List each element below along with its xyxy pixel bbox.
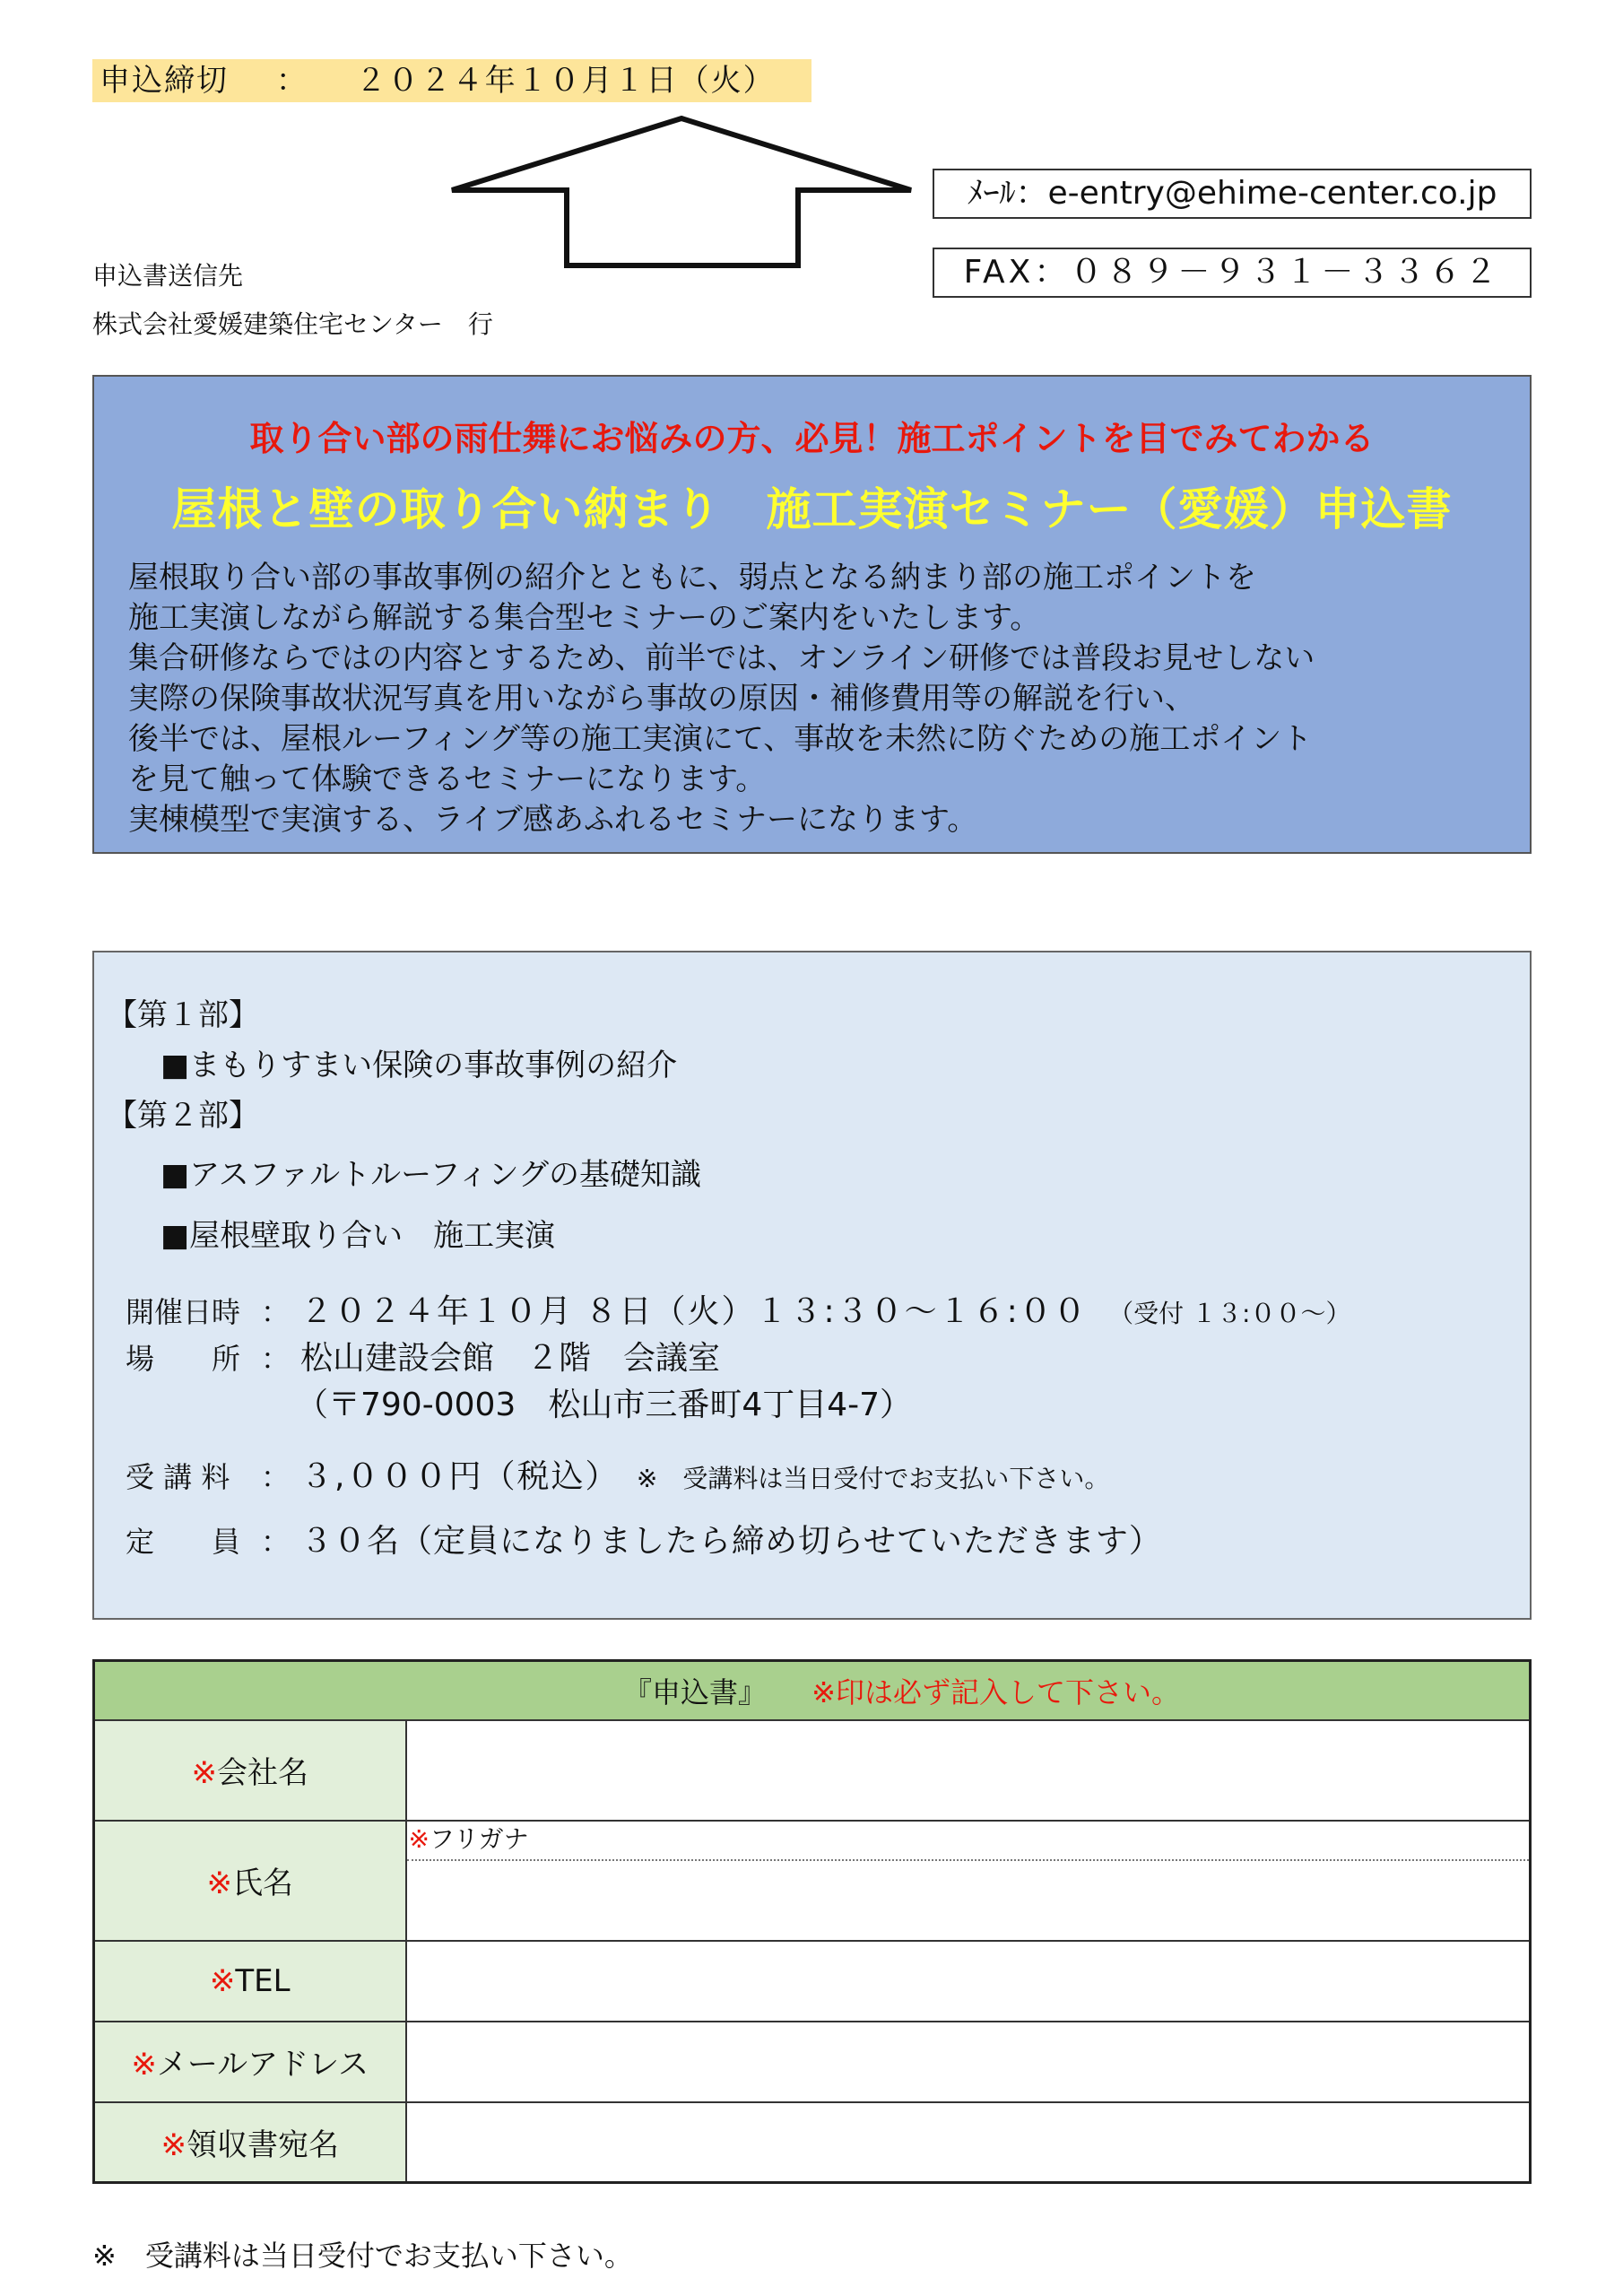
footer-note: ※ 受講料は当日受付でお支払い下さい。 (92, 2239, 633, 2273)
application-form (92, 1659, 1532, 2184)
required-mark: ※ (209, 1962, 236, 1999)
intro-line: 後半では、屋根ルーフィング等の施工実演にて、事故を未然に防ぐための施工ポイント (128, 721, 1313, 757)
form-required-note: ※印は必ず記入して下さい。 (812, 1674, 1180, 1709)
furigana-label: ※フリガナ (408, 1823, 529, 1854)
headline-subtitle: 取り合い部の雨仕舞にお悩みの方、必見！施工ポイントを目でみてわかる (249, 419, 1375, 458)
required-mark: ※ (191, 1755, 217, 1791)
receipt-name-label (94, 2102, 406, 2183)
send-to-company: 株式会社愛媛建築住宅センター 行 (92, 309, 493, 339)
fee-note: ※ 受講料は当日受付でお支払い下さい。 (636, 1464, 1110, 1493)
program-panel (92, 951, 1532, 1620)
up-arrow-icon (439, 113, 924, 274)
part2-title: 【第２部】 (107, 1098, 259, 1134)
fee-colon: ： (261, 1460, 291, 1494)
tel-label (94, 1941, 406, 2022)
tel-label-text: TEL (235, 1962, 291, 1999)
place-address: （〒790-0003 松山市三番町4丁目4-7） (296, 1387, 913, 1423)
fax-contact-box: FAX：０８９－９３１－３３６２ (933, 248, 1532, 298)
name-field[interactable] (406, 1821, 1531, 1941)
send-to-label: 申込書送信先 (92, 261, 244, 291)
email-label (94, 2022, 406, 2102)
part1-item: ■まもりすまい保険の事故事例の紹介 (161, 1048, 678, 1083)
date-label: 開催日時 (126, 1295, 241, 1329)
email-label-text: メールアドレス (156, 2047, 369, 2083)
name-label (94, 1821, 406, 1941)
deadline-date: ２０２４年１０月１日（火） (355, 63, 776, 99)
form-title: 『申込書』 (622, 1674, 767, 1709)
email-field[interactable] (406, 2022, 1531, 2102)
receipt-name-label-text: 領収書宛名 (187, 2126, 339, 2163)
intro-line: 実棟模型で実演する、ライブ感あふれるセミナーになります。 (128, 802, 978, 838)
intro-line: 施工実演しながら解説する集合型セミナーのご案内をいたします。 (128, 600, 1041, 636)
part2-item-demo: ■屋根壁取り合い 施工実演 (161, 1218, 556, 1254)
intro-line: を見て触って体験できるセミナーになります。 (128, 761, 767, 797)
intro-line: 実際の保険事故状況写真を用いながら事故の原因・補修費用等の解説を行い、 (128, 681, 1195, 717)
name-label-text: 氏名 (232, 1866, 293, 1901)
receipt-name-field[interactable] (406, 2102, 1531, 2183)
intro-line: 集合研修ならではの内容とするため、前半では、オンライン研修では普段お見せしない (128, 640, 1315, 676)
headline-title: 屋根と壁の取り合い納まり 施工実演セミナー（愛媛）申込書 (171, 483, 1453, 535)
capacity-label: 定 員 (126, 1525, 241, 1559)
company-name-label-text: 会社名 (217, 1755, 308, 1791)
place-value: 松山建設会館 ２階 会議室 (300, 1340, 721, 1377)
required-mark: ※ (161, 2126, 187, 2163)
company-name-field[interactable] (406, 1720, 1531, 1821)
company-name-label (94, 1720, 406, 1821)
place-label: 場 所 (126, 1342, 241, 1376)
deadline-label: 申込締切 (100, 63, 229, 99)
deadline-colon: ： (275, 63, 308, 99)
date-colon: ： (261, 1295, 291, 1329)
email-contact-box: ﾒｰﾙ：e-entry@ehime-center.co.jp (933, 169, 1532, 219)
part2-item-roofing: ■アスファルトルーフィングの基礎知識 (161, 1157, 701, 1193)
reception-time: （受付 １３:００～） (1108, 1299, 1351, 1328)
deadline-banner (92, 59, 812, 102)
intro-body (128, 558, 1315, 840)
furigana-field[interactable] (407, 1822, 1530, 1861)
fee-amount: ３,０００円（税込） (300, 1458, 620, 1495)
intro-panel (92, 375, 1532, 854)
fee-label: 受 講 料 (126, 1460, 230, 1494)
date-value-text: ２０２４年１０月 ８日（火）１３:３０～１６:００ (300, 1293, 1088, 1330)
form-header (94, 1661, 1531, 1720)
date-value (300, 1286, 1351, 1332)
part1-title: 【第１部】 (107, 997, 259, 1033)
capacity-colon: ： (261, 1525, 291, 1559)
intro-line: 屋根取り合い部の事故事例の紹介とともに、弱点となる納まり部の施工ポイントを (128, 560, 1256, 596)
tel-field[interactable] (406, 1941, 1531, 2022)
fee-value (300, 1451, 1109, 1497)
capacity-value: ３０名（定員になりましたら締め切らせていただきます） (300, 1523, 1162, 1560)
place-colon: ： (261, 1342, 291, 1376)
required-mark: ※ (131, 2047, 157, 2083)
required-mark: ※ (206, 1866, 232, 1901)
